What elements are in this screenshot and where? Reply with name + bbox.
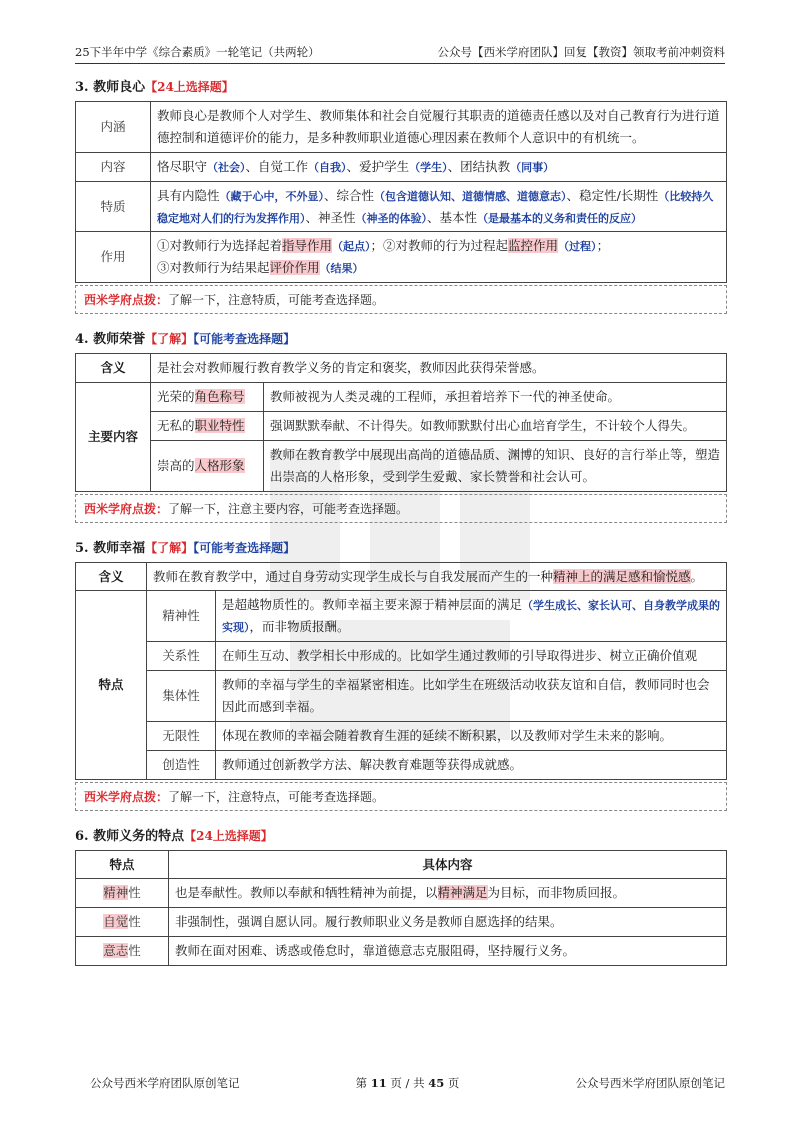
row-content [169, 879, 727, 908]
column-header: 具体内容 [169, 850, 727, 879]
section-4-tag: 【了解】 [145, 332, 194, 347]
item-note: （同事） [510, 160, 555, 174]
section-4-table [75, 353, 727, 491]
highlight-text: 指导作用 [282, 238, 333, 254]
item-text: 具有内隐性 [157, 187, 220, 203]
row-content [216, 591, 727, 642]
row-content: 体现在教师的幸福会随着教育生涯的延续不断积累，以及教师对学生未来的影响。 [216, 721, 727, 750]
row-label: 作用 [76, 232, 151, 283]
section-5-tip [75, 782, 727, 811]
row-content [151, 181, 727, 232]
item-note: （比较持久稳定地对人们的行为发挥作用） [157, 189, 714, 225]
section-3-title [75, 76, 727, 95]
item-text: ； [596, 238, 610, 254]
row-label: 内涵 [76, 102, 151, 153]
page-header [75, 38, 725, 64]
row-content [151, 152, 727, 181]
item-text: 。 [690, 568, 704, 584]
sub-label [151, 440, 264, 491]
item-text: 也是奉献性。教师以奉献和牺牲精神为前提，以 [175, 885, 438, 901]
sub-label: 无限性 [147, 721, 216, 750]
tip-text: 了解一下，注意特点，可能考查选择题。 [168, 789, 385, 804]
section-3-heading: 3. 教师良心 [75, 80, 146, 95]
item-text: ①对教师行为选择起着 [157, 238, 283, 254]
section-6-tag: 【24上选择题】 [184, 828, 273, 843]
table-row [76, 232, 727, 283]
highlight-text: 角色称号 [194, 389, 245, 404]
section-5-table [75, 562, 727, 780]
separator: 、 [324, 187, 337, 203]
item-note: （包含道德认知、道德情感、道德意志） [374, 189, 567, 203]
section-4-tip [75, 494, 727, 523]
section-3-tag: 【24上选择题】 [145, 80, 234, 94]
row-content: 教师良心是教师个人对学生、教师集体和社会自觉履行其职责的道德责任感以及对自己教育行为进行道德控制和道德评价的能力，是多种教师职业道德心理因素在教师个人意识中的有机统一。 [151, 102, 727, 153]
row-label [76, 879, 169, 908]
item-note: （自我） [308, 160, 347, 174]
section-6-table [75, 850, 727, 967]
table-row [76, 671, 727, 722]
tip-text: 了解一下，注意主要内容，可能考查选择题。 [168, 501, 409, 516]
item-note: （神圣的体验） [355, 211, 428, 225]
table-row [76, 721, 727, 750]
page-number [356, 1075, 460, 1091]
separator: 、 [346, 158, 360, 174]
item-text: 性 [128, 914, 141, 930]
item-text: 教师在教育教学中，通过自身劳动实现学生成长与自我发展而产生的一种 [153, 568, 554, 584]
item-text: 光荣的 [157, 389, 195, 404]
row-content: 教师被视为人类灵魂的工程师，承担着培养下一代的神圣使命。 [264, 383, 727, 412]
tip-label: 西米学府点拨： [84, 501, 169, 516]
item-text: 综合性 [336, 187, 375, 203]
row-content: 在师生互动、教学相长中形成的。比如学生通过教师的引导取得进步、树立正确价值观 [216, 642, 727, 671]
item-text: 是超越物质性的。教师幸福主要来源于精神层面的满足 [222, 597, 523, 613]
row-content: 教师在教育教学中展现出高尚的道德品质、渊博的知识、良好的言行举止等，塑造出崇高的人格形象，受到学生爱戴、家长赞誉和社会认可。 [264, 440, 727, 491]
item-note: （社会） [207, 160, 246, 174]
item-note: （过程） [558, 240, 597, 254]
item-text: 为目标，而非物质回报。 [487, 885, 626, 901]
item-text: 爱护学生 [359, 158, 410, 174]
item-text: 基本性 [439, 209, 478, 225]
row-content: 非强制性，强调自愿认同。履行教师职业义务是教师自愿选择的结果。 [169, 908, 727, 937]
sub-label: 精神性 [147, 591, 216, 642]
table-row [76, 383, 727, 412]
page-footer [90, 1075, 725, 1091]
separator: 、 [566, 187, 580, 203]
item-text: 性 [128, 943, 141, 959]
item-text: 性 [128, 885, 141, 901]
page-text: 页 / 共 [390, 1076, 425, 1090]
item-text: ③对教师行为结果起 [157, 260, 270, 276]
highlight-text: 评价作用 [269, 260, 320, 276]
item-note: （学生） [409, 160, 448, 174]
highlight-text: 精神上的满足感和愉悦感 [553, 568, 691, 584]
section-4-title [75, 328, 727, 347]
highlight-text: 监控作用 [508, 238, 559, 254]
page-content [75, 70, 727, 966]
item-note: （是最基本的义务和责任的反应） [477, 211, 643, 225]
item-text: 自觉工作 [258, 158, 309, 174]
page-text: 页 [447, 1076, 460, 1090]
row-label: 主要内容 [76, 383, 151, 492]
highlight-text: 职业特性 [194, 417, 245, 433]
footer-left-text: 公众号西米学府团队原创笔记 [90, 1076, 240, 1090]
table-header-row [76, 850, 727, 879]
item-note: （结果） [319, 262, 364, 276]
item-text: ；②对教师的行为过程起 [370, 238, 509, 254]
table-row [76, 440, 727, 491]
row-label: 含义 [76, 354, 151, 383]
section-3-tip [75, 285, 727, 314]
header-left-text: 25下半年中学《综合素质》一轮笔记（共两轮） [75, 45, 320, 59]
item-note: （学生成长、家长认可、自身教学成果的实现） [222, 599, 721, 635]
row-label: 特点 [76, 591, 147, 779]
item-note: （藏于心中，不外显） [219, 189, 325, 203]
highlight-text: 意志 [103, 943, 129, 959]
section-6-heading: 6. 教师义务的特点 [75, 828, 185, 844]
highlight-text: 精神 [103, 885, 129, 901]
sub-label [151, 383, 264, 412]
sub-label: 关系性 [147, 642, 216, 671]
tip-label: 西米学府点拨： [84, 789, 169, 804]
table-row [76, 642, 727, 671]
section-5-title [75, 537, 727, 556]
row-content: 教师的幸福与学生的幸福紧密相连。比如学生在班级活动收获友谊和自信，教师同时也会因此而感到幸福。 [216, 671, 727, 722]
section-5-tag: 【了解】 [145, 540, 194, 555]
row-label: 内容 [76, 152, 151, 181]
highlight-text: 人格形象 [194, 457, 245, 473]
item-text: 无私的 [157, 417, 195, 433]
highlight-text: 自觉 [103, 914, 129, 930]
table-row [76, 562, 727, 591]
section-5-heading: 5. 教师幸福 [75, 540, 146, 556]
table-row [76, 411, 727, 440]
row-content [147, 562, 727, 591]
table-row [76, 591, 727, 642]
section-5-tag: 【可能考查选择题】 [193, 540, 296, 555]
tip-label: 西米学府点拨： [84, 293, 169, 308]
section-6-title [75, 825, 727, 844]
table-row [76, 181, 727, 232]
table-row [76, 908, 727, 937]
tip-text: 了解一下，注意特质，可能考查选择题。 [168, 293, 385, 308]
header-right-text: 公众号【西米学府团队】回复【教资】领取考前冲刺资料 [437, 45, 725, 59]
item-text: 恪尽职守 [157, 158, 208, 174]
column-header: 特点 [76, 850, 169, 879]
sub-label: 集体性 [147, 671, 216, 722]
row-content: 教师在面对困难、诱惑或倦怠时，靠道德意志克服阻碍，坚持履行义务。 [169, 937, 727, 966]
table-row [76, 750, 727, 779]
current-page: 11 [370, 1076, 387, 1090]
table-row [76, 879, 727, 908]
table-row [76, 102, 727, 153]
item-text: 崇高的 [157, 457, 195, 473]
sub-label [151, 411, 264, 440]
item-text: ，而非物质报酬。 [249, 619, 350, 635]
section-4-heading: 4. 教师荣誉 [75, 332, 146, 348]
separator: 、 [447, 158, 461, 174]
item-text: 稳定性/长期性 [579, 187, 659, 203]
section-4-tag: 【可能考查选择题】 [193, 332, 296, 347]
row-content: 教师通过创新教学方法、解决教育难题等获得成就感。 [216, 750, 727, 779]
section-3-table [75, 101, 727, 283]
table-row [76, 354, 727, 383]
highlight-text: 精神满足 [437, 885, 488, 901]
page-text: 第 [355, 1076, 368, 1090]
sub-label: 创造性 [147, 750, 216, 779]
separator: 、 [245, 158, 259, 174]
table-row [76, 937, 727, 966]
row-label [76, 937, 169, 966]
item-text: 团结执教 [460, 158, 511, 174]
row-content [151, 232, 727, 283]
separator: 、 [305, 209, 319, 225]
separator: 、 [427, 209, 440, 225]
item-text: 神圣性 [318, 209, 356, 225]
row-label [76, 908, 169, 937]
row-content: 是社会对教师履行教育教学义务的肯定和褒奖，教师因此获得荣誉感。 [151, 354, 727, 383]
row-label: 含义 [76, 562, 147, 591]
row-content: 强调默默奉献、不计得失。如教师默默付出心血培育学生，不计较个人得失。 [264, 411, 727, 440]
row-label: 特质 [76, 181, 151, 232]
item-note: （起点） [332, 240, 371, 254]
footer-right-text: 公众号西米学府团队原创笔记 [575, 1076, 725, 1090]
table-row [76, 152, 727, 181]
total-pages: 45 [428, 1076, 445, 1090]
